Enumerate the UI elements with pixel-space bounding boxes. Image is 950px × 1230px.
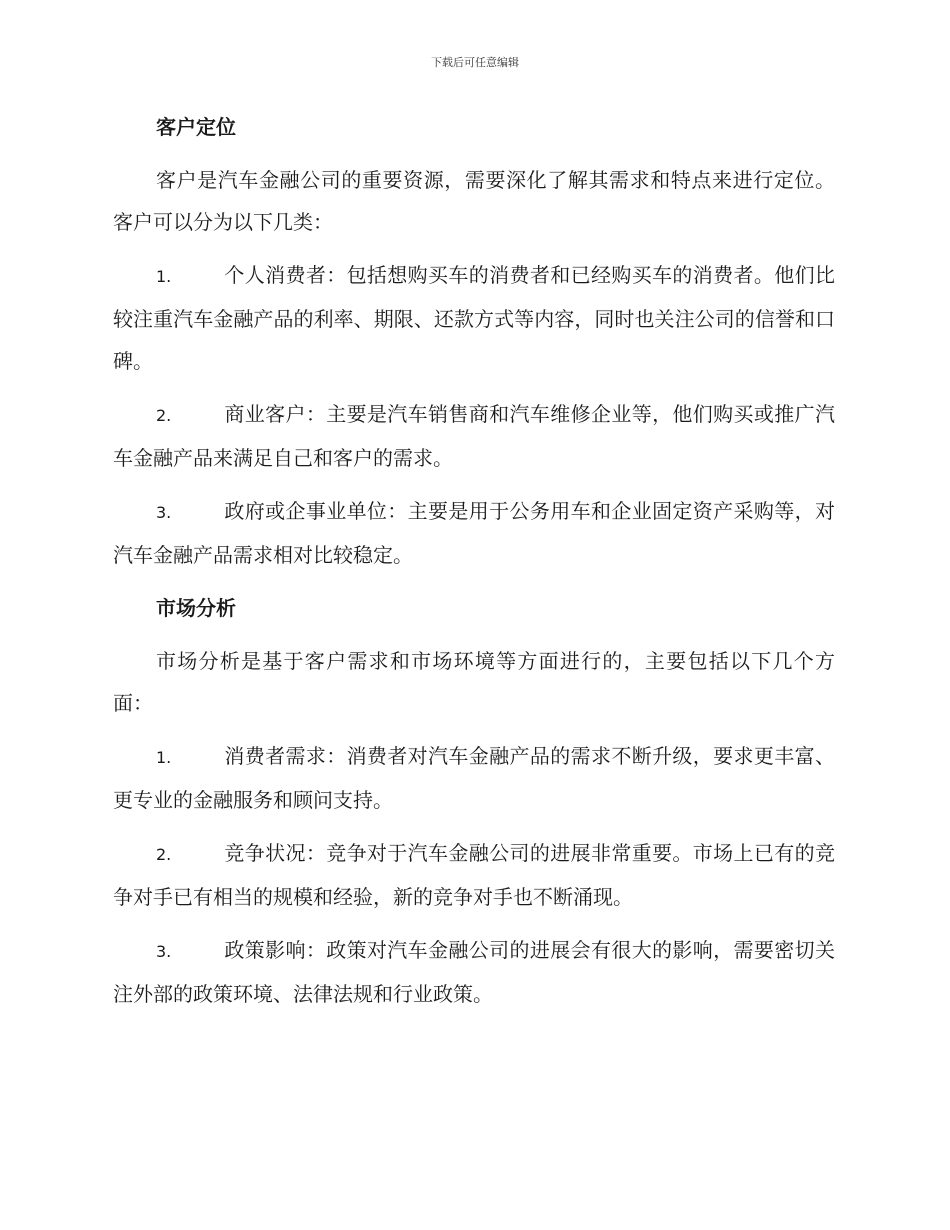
list-item-text: 商业客户：主要是汽车销售商和汽车维修企业等，他们购买或推广汽车金融产品来满足自己和客户的需求。	[113, 402, 835, 470]
list-item-number: 2.	[156, 406, 172, 425]
list-item-number: 1.	[156, 267, 172, 286]
list-item-text: 政策影响：政策对汽车金融公司的进展会有很大的影响，需要密切关注外部的政策环境、法律法规和行业政策。	[113, 938, 835, 1006]
list-item-text: 个人消费者：包括想购买车的消费者和已经购买车的消费者。他们比较注重汽车金融产品的利率、期限、还款方式等内容，同时也关注公司的信誉和口碑。	[113, 263, 835, 373]
list-item	[113, 254, 835, 382]
section-heading-customer-positioning: 客户定位	[156, 115, 236, 139]
list-item-number: 3.	[156, 942, 172, 961]
section-intro-paragraph: 客户是汽车金融公司的重要资源，需要深化了解其需求和特点来进行定位。客户可以分为以下几类：	[113, 168, 835, 234]
list-item	[113, 735, 835, 821]
list-item-number: 2.	[156, 845, 172, 864]
list-item	[113, 832, 835, 918]
list-item-number: 3.	[156, 503, 172, 522]
list-item-text: 政府或企事业单位：主要是用于公务用车和企业固定资产采购等，对汽车金融产品需求相对比较稳定。	[113, 499, 835, 567]
list-item	[113, 929, 835, 1015]
section-heading-market-analysis: 市场分析	[156, 596, 236, 620]
list-item-text: 竞争状况：竞争对于汽车金融公司的进展非常重要。市场上已有的竞争对手已有相当的规模和经验，新的竞争对手也不断涌现。	[113, 841, 835, 909]
list-item-text: 消费者需求：消费者对汽车金融产品的需求不断升级，要求更丰富、更专业的金融服务和顾问支持。	[113, 744, 835, 812]
list-item	[113, 393, 835, 479]
list-item-number: 1.	[156, 748, 172, 767]
section-intro-paragraph: 市场分析是基于客户需求和市场环境等方面进行的，主要包括以下几个方面：	[113, 649, 835, 715]
document-body	[113, 106, 835, 1026]
header-note: 下载后可任意编辑	[431, 56, 519, 69]
list-item	[113, 490, 835, 576]
